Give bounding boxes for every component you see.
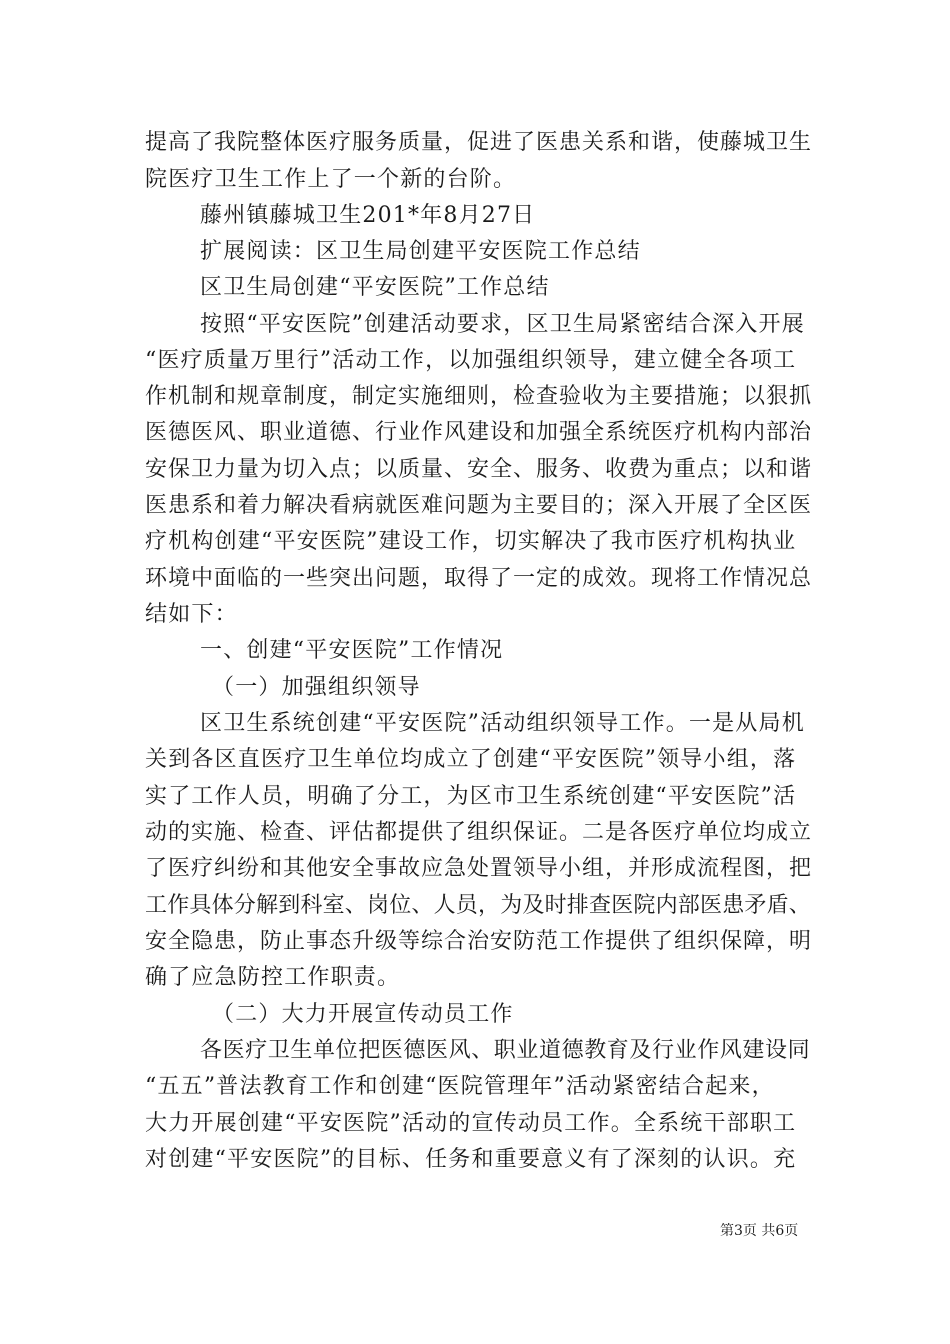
heading-2: （二）大力开展宣传动员工作 <box>212 1002 514 1027</box>
extended-reading: 扩展阅读：区卫生局创建平安医院工作总结 <box>200 239 641 264</box>
text-line: 院医疗卫生工作上了一个新的台阶。 <box>145 167 517 192</box>
paragraph-start: 区卫生系统创建“平安医院”活动组织领导工作。一是从局机 <box>200 711 805 736</box>
text-line: 确了应急防控工作职责。 <box>145 965 401 990</box>
text-line: 动的实施、检查、评估都提供了组织保证。二是各医疗单位均成立 <box>145 820 813 845</box>
text-line: “五五”普法教育工作和创建“医院管理年”活动紧密结合起来， <box>145 1074 775 1099</box>
text-line: 关到各区直医疗卫生单位均成立了创建“平安医院”领导小组，落 <box>145 747 797 772</box>
footer-middle: 页 共 <box>742 1223 776 1239</box>
footer-prefix: 第 <box>720 1223 734 1239</box>
footer-suffix: 页 <box>784 1223 799 1239</box>
page-footer <box>720 1222 798 1240</box>
text-line: 作机制和规章制度，制定实施细则，检查验收为主要措施；以狠抓 <box>145 384 813 409</box>
text-line: “医疗质量万里行”活动工作，以加强组织领导，建立健全各项工 <box>145 348 797 373</box>
text-line: 了医疗纠纷和其他安全事故应急处置领导小组，并形成流程图，把 <box>145 856 813 881</box>
text-line: 实了工作人员，明确了分工，为区市卫生系统创建“平安医院”活 <box>145 784 797 809</box>
section-title: 区卫生局创建“平安医院”工作总结 <box>200 275 550 300</box>
paragraph-start: 各医疗卫生单位把医德医风、职业道德教育及行业作风建设同 <box>200 1038 811 1063</box>
text-line: 大力开展创建“平安医院”活动的宣传动员工作。全系统干部职工 <box>145 1111 797 1136</box>
paragraph-start: 按照“平安医院”创建活动要求，区卫生局紧密结合深入开展 <box>200 312 805 337</box>
text-line: 医德医风、职业道德、行业作风建设和加强全系统医疗机构内部治 <box>145 420 813 445</box>
text-line: 医患系和着力解决看病就医难问题为主要目的；深入开展了全区医 <box>145 493 813 518</box>
text-line: 疗机构创建“平安医院”建设工作，切实解决了我市医疗机构执业 <box>145 529 797 554</box>
signature-date: 藤州镇藤城卫生201*年8月27日 <box>200 203 536 228</box>
current-page-number: 3 <box>734 1223 743 1239</box>
text-line: 环境中面临的一些突出问题，取得了一定的成效。现将工作情况总 <box>145 566 813 591</box>
total-page-number: 6 <box>775 1223 785 1239</box>
text-line: 安保卫力量为切入点；以质量、安全、服务、收费为重点；以和谐 <box>145 457 813 482</box>
heading-2: （一）加强组织领导 <box>212 675 421 700</box>
text-line: 工作具体分解到科室、岗位、人员，为及时排查医院内部医患矛盾、 <box>145 893 812 918</box>
text-line: 结如下： <box>145 602 238 627</box>
heading-1: 一、创建“平安医院”工作情况 <box>200 638 504 663</box>
text-line: 安全隐患，防止事态升级等综合治安防范工作提供了组织保障，明 <box>145 929 813 954</box>
text-line: 对创建“平安医院”的目标、任务和重要意义有了深刻的认识。充 <box>145 1147 797 1172</box>
text-line: 提高了我院整体医疗服务质量，促进了医患关系和谐，使藤城卫生 <box>145 130 813 155</box>
